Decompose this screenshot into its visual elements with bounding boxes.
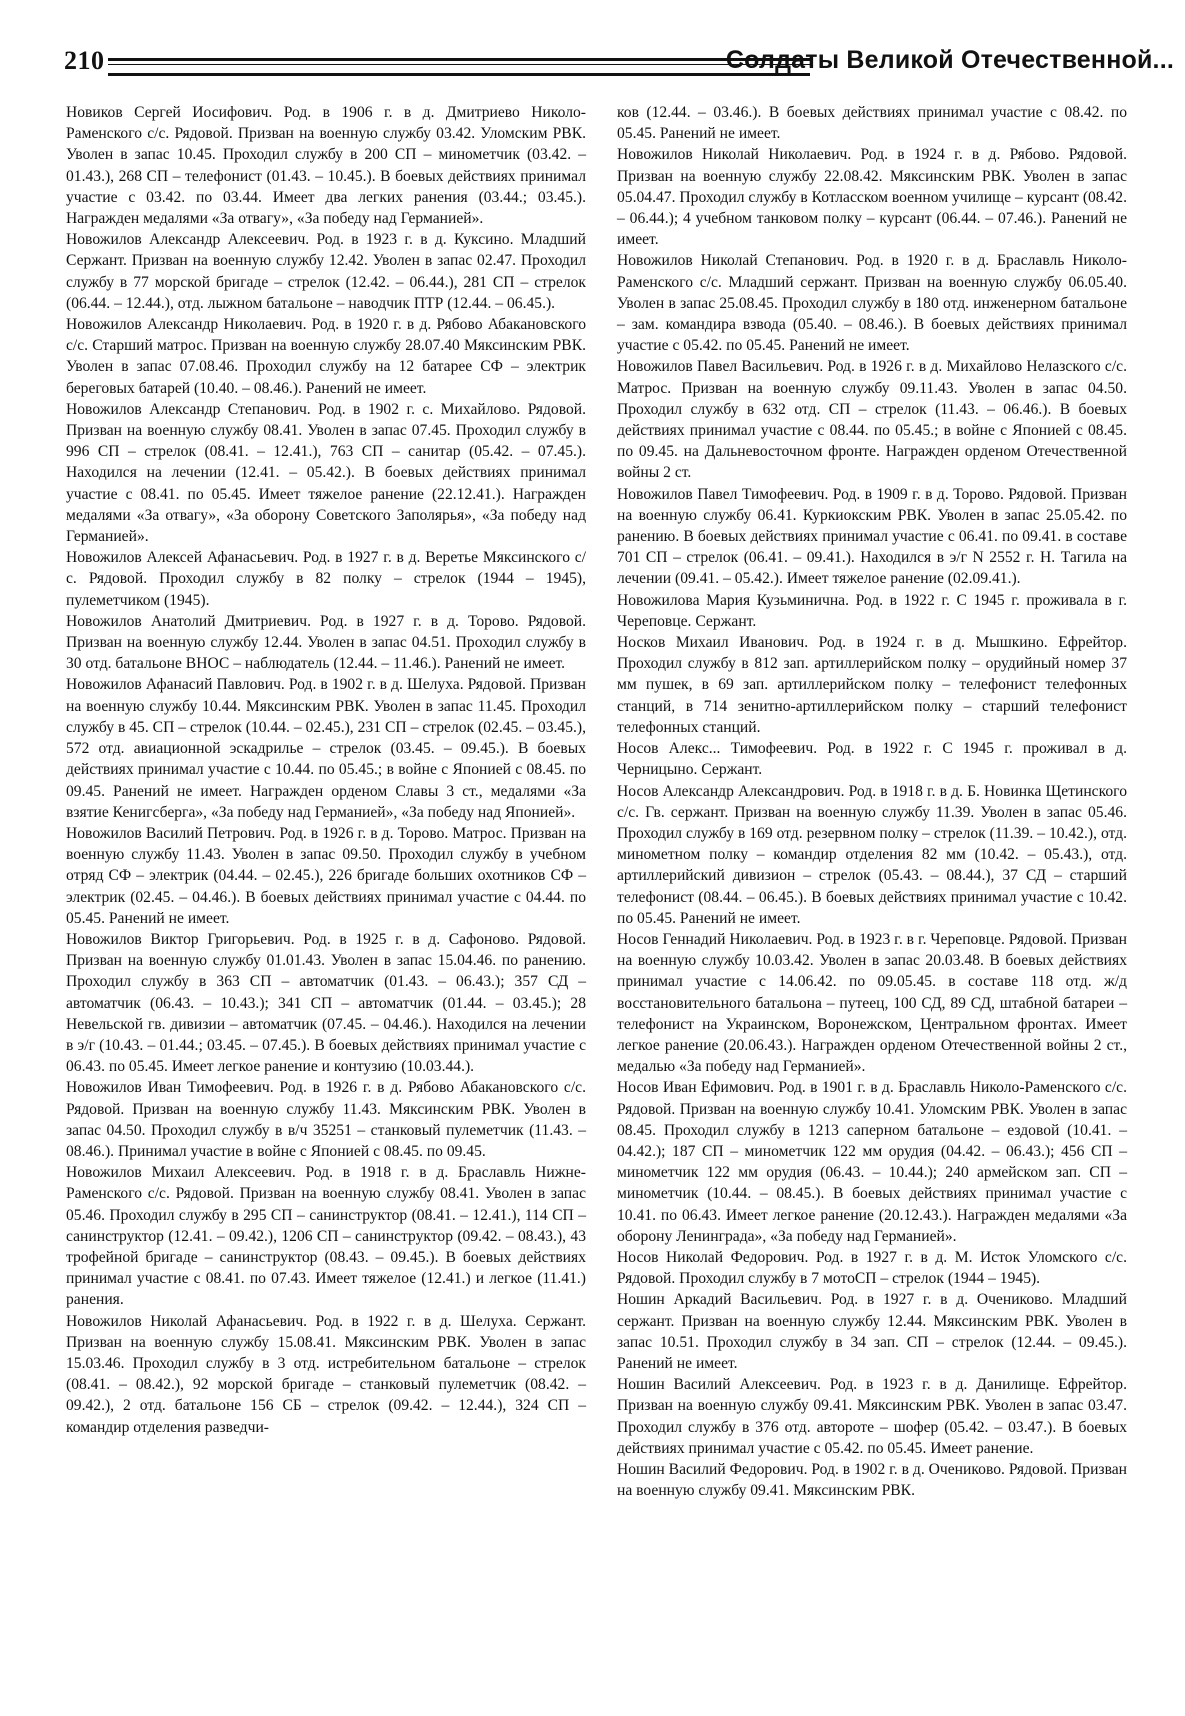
entry: Новожилов Александр Алексеевич. Род. в 1923 г. в д. Куксино. Младший Сержант. Призван на военную службу 12.42. Уволен в запас 02.47. Проходил службу в 77 морской бригаде – стрелок (12.42. – 06.44.), 281 СП – стрелок (06.44. – 12.44.), отд. лыжном батальоне – наводчик ПТР (12.44. – 06.45.).: [66, 231, 586, 312]
entry: Новожилов Николай Степанович. Род. в 1920 г. в д. Браславль Николо-Раменского с/с. Младший сержант. Призван на военную службу 06.05.40. Уволен в запас 25.08.45. Проходил службу в 180 отд. инженерном батальоне – зам. командира взвода (05.40. – 08.46.). В боевых действиях принимал участие с 05.42. по 05.45. Ранений не имеет.: [617, 252, 1127, 355]
entry: Новожилов Иван Тимофеевич. Род. в 1926 г. в д. Рябово Абакановского с/с. Рядовой. Призван на военную службу 11.43. Мяксинским РВК. Уволен в запас 04.50. Проходил службу в в/ч 35251 – станковый пулеметчик (11.43. – 08.46.). Принимал участие в войне с Японией с 08.45. по 09.45.: [66, 1079, 586, 1160]
entry: Новожилов Павел Васильевич. Род. в 1926 г. в д. Михайлово Нелазского с/с. Матрос. Призван на военную службу 09.11.43. Уволен в запас 04.50. Проходил службу в 632 отд. СП – стрелок (11.43. – 06.46.). В боевых действиях принимал участие с 08.44. по 05.45.; в войне с Японией с 08.45. по 09.45. на Дальневосточном фронте. Награжден орденом Отечественной войны 2 ст.: [617, 358, 1127, 482]
header-rule: [108, 58, 810, 76]
entry: Носов Алекс... Тимофеевич. Род. в 1922 г. С 1945 г. проживал в д. Черницыно. Сержант.: [617, 740, 1127, 779]
entry: Новожилов Анатолий Дмитриевич. Род. в 1927 г. в д. Торово. Рядовой. Призван на военную службу 12.44. Уволен в запас 04.51. Проходил службу в 30 отд. батальоне ВНОС – наблюдатель (12.44. – 11.46.). Ранений не имеет.: [66, 612, 586, 673]
entry: ков (12.44. – 03.46.). В боевых действиях принимал участие с 08.42. по 05.45. Ранений не имеет.: [617, 104, 1127, 143]
entry: Ношин Василий Федорович. Род. в 1902 г. в д. Очениково. Рядовой. Призван на военную службу 09.41. Мяксинским РВК.: [617, 1461, 1127, 1500]
entry: Носов Геннадий Николаевич. Род. в 1923 г. в г. Череповце. Рядовой. Призван на военную службу 10.03.42. Уволен в запас 20.03.48. В боевых действиях принимал участие с 14.06.42. по 09.05.45. в составе 118 отд. ж/д восстановительного батальона – путеец, 100 СД, 89 СД, штабной батареи – телефонист на Украинском, Воронежском, Центральном фронтах. Имеет легкое ранение (20.06.43.). Награжден орденом Отечественной войны 2 ст., медалью «За победу над Германией».: [617, 930, 1127, 1076]
entry: Носов Александр Александрович. Род. в 1918 г. в д. Б. Новинка Щетинского с/с. Гв. сержант. Призван на военную службу 11.39. Уволен в запас 05.46. Проходил службу в 169 отд. резервном полку – стрелок (11.39. – 10.42.), отд. минометном полку – командир отделения 82 мм (10.42. – 05.43.), отд. артиллерийский дивизион – стрелок (05.43. – 08.44.), 37 СД – старший телефонист (08.44. – 06.45.). В боевых действиях принимал участие с 10.42. по 05.45. Ранений не имеет.: [617, 782, 1127, 927]
entry: Ношин Василий Алексеевич. Род. в 1923 г. в д. Данилище. Ефрейтор. Призван на военную службу 09.41. Мяксинским РВК. Уволен в запас 03.47. Проходил службу в 376 отд. автороте – шофер (05.42. – 03.47.). В боевых действиях принимал участие с 05.42. по 05.45. Имеет ранение.: [617, 1376, 1127, 1457]
entry: Новожилова Мария Кузьминична. Род. в 1922 г. С 1945 г. проживала в г. Череповце. Сержант.: [617, 591, 1127, 630]
left-column: [66, 102, 586, 1438]
entry: Новожилов Михаил Алексеевич. Род. в 1918 г. в д. Браславль Нижне-Раменского с/с. Рядовой. Призван на военную службу 08.41. Уволен в запас 05.46. Проходил службу в 295 СП – санинструктор (08.41. – 12.41.), 114 СП – санинструктор (12.41. – 09.42.), 1206 СП – санинструктор (09.42. – 08.43.), 43 трофейной бригаде – санинструктор (08.43. – 09.45.). В боевых действиях принимал участие с 08.41. по 07.43. Имеет тяжелое (12.41.) и легкое (11.41.) ранения.: [66, 1164, 586, 1309]
entry: Новожилов Павел Тимофеевич. Род. в 1909 г. в д. Торово. Рядовой. Призван на военную службу 06.41. Куркиокским РВК. Уволен в запас 25.05.42. по ранению. В боевых действиях принимал участие с 06.41. по 09.41. в составе 701 СП – стрелок (06.41. – 09.41.). Находился в э/г N 2552 г. Н. Тагила на лечении (09.41. – 05.42.). Имеет тяжелое ранение (02.09.41.).: [617, 485, 1127, 588]
entry: Новожилов Алексей Афанасьевич. Род. в 1927 г. в д. Веретье Мяксинского с/с. Рядовой. Проходил службу в 82 полку – стрелок (1944 – 1945), пулеметчиком (1945).: [66, 549, 586, 609]
page-number: 210: [64, 46, 105, 75]
entry: Новожилов Николай Афанасьевич. Род. в 1922 г. в д. Шелуха. Сержант. Призван на военную службу 15.08.41. Мяксинским РВК. Уволен в запас 15.03.46. Проходил службу в 3 отд. истребительном батальоне – стрелок (08.41. – 08.42.), 92 морской бригаде – станковый пулеметчик (08.42. – 09.42.), 2 отд. батальоне 156 СБ – стрелок (09.42. – 12.44.), 324 СП – командир отделения разведчи-: [66, 1312, 586, 1436]
entry: Новожилов Афанасий Павлович. Род. в 1902 г. в д. Шелуха. Рядовой. Призван на военную службу 10.44. Мяксинским РВК. Уволен в запас 11.45. Проходил службу в 45. СП – стрелок (10.44. – 02.45.), 231 СП – стрелок (02.45. – 03.45.), 572 отд. авиационной эскадрилье – стрелок (03.45. – 09.45.). В боевых действиях принимал участие с 10.44. по 05.45.; в войне с Японией с 08.45. по 09.45. Ранений не имеет. Награжден орденом Славы 3 ст., медалями «За взятие Кенигсберга», «За победу над Германией», «За победу над Японией».: [66, 676, 586, 821]
entry: Новожилов Александр Степанович. Род. в 1902 г. с. Михайлово. Рядовой. Призван на военную службу 08.41. Уволен в запас 07.45. Проходил службу в 996 СП – стрелок (08.41. – 12.41.), 763 СП – санитар (05.42. – 07.45.). Находился на лечении (12.41. – 05.42.). В боевых действиях принимал участие с 08.41. по 05.45. Имеет тяжелое ранение (22.12.41.). Награжден медалями «За отвагу», «За оборону Советского Заполярья», «За победу над Германией».: [66, 400, 586, 546]
entry: Новожилов Николай Николаевич. Род. в 1924 г. в д. Рябово. Рядовой. Призван на военную службу 22.08.42. Мяксинским РВК. Уволен в запас 05.04.47. Проходил службу в Котласском военном училище – курсант (08.42. – 06.44.); 4 учебном танковом полку – курсант (06.44. – 07.46.). Ранений не имеет.: [617, 146, 1127, 249]
right-column: [617, 102, 1127, 1501]
entry: Носков Михаил Иванович. Род. в 1924 г. в д. Мышкино. Ефрейтор. Проходил службу в 812 зап. артиллерийском полку – орудийный номер 37 мм пушек, в 69 зап. артиллерийском полку – телефонист телефонных станций, в 714 зенитно-артиллерийском полку – старший телефонист телефонных станций.: [617, 634, 1127, 736]
running-title: Солдаты Великой Отечественной...: [725, 46, 1174, 74]
entry: Новожилов Виктор Григорьевич. Род. в 1925 г. в д. Сафоново. Рядовой. Призван на военную службу 01.01.43. Уволен в запас 15.04.46. по ранению. Проходил службу в 363 СП – автоматчик (01.43. – 06.43.); 357 СД – автоматчик (06.43. – 10.43.); 341 СП – автоматчик (01.44. – 03.45.); 28 Невельской гв. дивизии – автоматчик (07.45. – 04.46.). Находился на лечении в э/г (10.43. – 01.44.; 03.45. – 07.45.). В боевых действиях принимал участие с 06.43. по 05.45. Имеет легкое ранение и контузию (10.03.44.).: [66, 930, 586, 1076]
page-header: [64, 46, 1174, 80]
entry: Новожилов Александр Николаевич. Род. в 1920 г. в д. Рябово Абакановского с/с. Старший матрос. Призван на военную службу 28.07.40 Мяксинским РВК. Уволен в запас 07.08.46. Проходил службу на 12 батарее СФ – электрик береговых батарей (10.40. – 08.46.). Ранений не имеет.: [66, 316, 586, 397]
entry: Новожилов Василий Петрович. Род. в 1926 г. в д. Торово. Матрос. Призван на военную службу 11.43. Уволен в запас 09.50. Проходил службу в учебном отряд СФ – электрик (04.44. – 02.45.), 226 бригаде больших охотников СФ – электрик (02.45. – 04.46.). В боевых действиях принимал участие с 04.44. по 05.45. Ранений не имеет.: [66, 824, 586, 927]
entry: Носов Николай Федорович. Род. в 1927 г. в д. М. Исток Уломского с/с. Рядовой. Проходил службу в 7 мотоСП – стрелок (1944 – 1945).: [617, 1248, 1127, 1288]
entry: Ношин Аркадий Васильевич. Род. в 1927 г. в д. Очениково. Младший сержант. Призван на военную службу 12.44. Мяксинским РВК. Уволен в запас 10.51. Проходил службу в 34 зап. СП – стрелок (12.44. – 09.45.). Ранений не имеет.: [617, 1291, 1127, 1372]
entry: Носов Иван Ефимович. Род. в 1901 г. в д. Браславль Николо-Раменского с/с. Рядовой. Призван на военную службу 10.41. Уломским РВК. Уволен в запас 08.45. Проходил службу в 1213 саперном батальоне – ездовой (10.41. – 04.42.); 187 СП – минометчик 122 мм орудия (04.42. – 06.43.); 456 СП – минометчик 122 мм орудия (06.43. – 10.44.); 240 армейском зап. СП – минометчик (10.44. – 08.45.). В боевых действиях принимал участие с 10.41. по 06.43. Имеет легкое ранение (20.12.43.). Награжден медалями «За оборону Ленинграда», «За победу над Германией».: [617, 1079, 1127, 1245]
entry: Новиков Сергей Иосифович. Род. в 1906 г. в д. Дмитриево Николо-Раменского с/с. Рядовой. Призван на военную службу 03.42. Уломским РВК. Уволен в запас 10.45. Проходил службу в 200 СП – минометчик (03.42. – 01.43.), 268 СП – телефонист (01.43. – 10.45.). В боевых действиях принимал участие с 03.42. по 03.44. Имеет два легких ранения (03.44.; 03.45.). Награжден медалями «За отвагу», «За победу над Германией».: [66, 104, 586, 228]
